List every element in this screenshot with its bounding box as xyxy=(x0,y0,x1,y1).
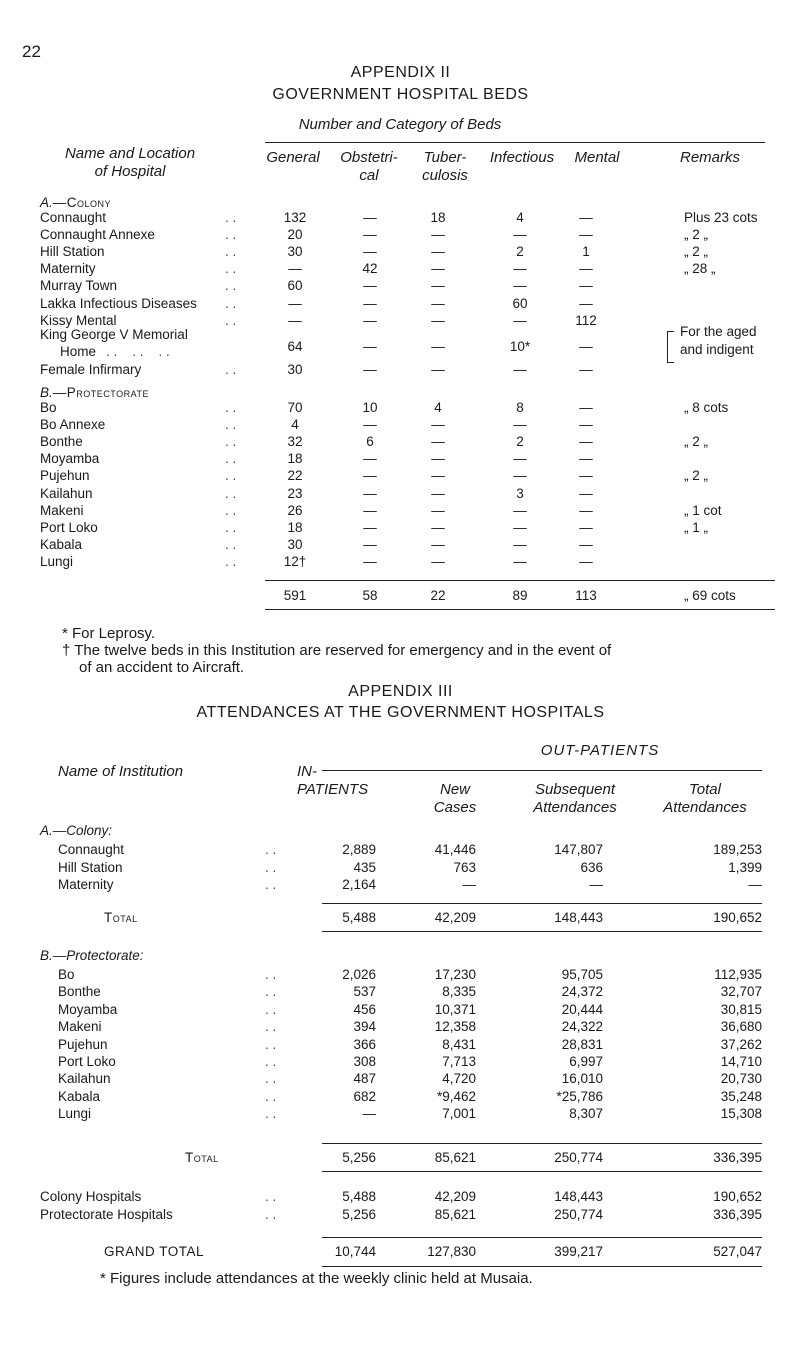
bed-count-inf: — xyxy=(513,362,527,377)
bed-count-mental: — xyxy=(579,468,593,484)
bed-count-tub: 18 xyxy=(430,210,446,225)
colony-total-new: 42,209 xyxy=(434,910,476,925)
attendance-total: 14,710 xyxy=(720,1054,762,1069)
institution-name: Connaught xyxy=(58,842,125,857)
beds-group-header: Number and Category of Beds xyxy=(298,116,502,133)
bed-count-inf: — xyxy=(513,451,527,467)
attendance-new: *9,462 xyxy=(436,1088,476,1104)
attendance-total: 112,935 xyxy=(714,967,762,982)
remarks-cell: Plus 23 cots xyxy=(684,210,758,225)
col-total-l1: Total xyxy=(689,781,721,798)
kg-name-line2: Home xyxy=(60,344,97,359)
attendance-in: 394 xyxy=(353,1019,376,1035)
hospital-name: Kabala xyxy=(40,536,83,552)
bed-count-general: 4 xyxy=(291,417,299,433)
bed-count-tub: 4 xyxy=(434,400,442,415)
remarks-brace-left xyxy=(667,331,674,363)
remarks-cell: „ 28 „ xyxy=(684,261,716,277)
institution-name: Maternity xyxy=(58,877,114,892)
attendance-total: 35,248 xyxy=(720,1088,762,1104)
col-tuberculosis-l1: Tuber- xyxy=(423,149,467,166)
bed-count-inf: — xyxy=(513,468,527,484)
bed-count-tub: — xyxy=(431,261,445,277)
bed-count-mental: — xyxy=(579,278,593,294)
attendance-in: 682 xyxy=(353,1088,376,1104)
leader-dots: . . xyxy=(225,278,237,294)
leader-dots: . . xyxy=(265,1036,277,1052)
bed-count-obst: — xyxy=(363,502,377,518)
total-beds-general: 591 xyxy=(283,588,307,603)
bed-count-inf: — xyxy=(513,502,527,518)
bed-count-inf: — xyxy=(513,261,527,277)
attendance-total: 189,253 xyxy=(713,842,762,857)
col-tuberculosis-l2: culosis xyxy=(422,167,468,184)
attendance-in: 2,889 xyxy=(342,842,376,857)
bed-count-tub: — xyxy=(431,362,445,377)
outpatients-header: OUT-PATIENTS xyxy=(540,742,660,759)
hospital-name: Port Loko xyxy=(40,519,98,535)
protectorate-total-total: 336,395 xyxy=(713,1150,762,1165)
bed-count-inf: — xyxy=(513,417,527,433)
institution-name: Kabala xyxy=(58,1088,101,1104)
bed-count-inf: — xyxy=(513,227,527,243)
col-institution: Name of Institution xyxy=(58,763,184,780)
grand-total-label: GRAND TOTAL xyxy=(104,1244,205,1259)
total-remarks: „ 69 cots xyxy=(684,588,736,603)
remarks-cell: „ 2 „ xyxy=(684,434,709,450)
remarks-cell: „ 1 cot xyxy=(684,502,722,518)
hospital-name: Pujehun xyxy=(40,468,90,484)
hospital-name: Makeni xyxy=(40,502,84,518)
leader-dots: . . xyxy=(265,877,277,892)
bed-count-obst: — xyxy=(363,362,377,377)
bed-count-tub: — xyxy=(431,451,445,467)
att-colony-total-rule-top xyxy=(322,903,762,904)
hospital-name: Connaught xyxy=(40,210,107,225)
grand-total-in: 10,744 xyxy=(334,1244,376,1259)
attendance-in: 5,488 xyxy=(342,1189,376,1204)
leader-dots: . . xyxy=(225,468,237,484)
bed-count-tub: — xyxy=(431,519,445,535)
attendance-sub: 16,010 xyxy=(561,1071,603,1087)
bed-count-tub: — xyxy=(431,536,445,552)
leader-dots: . . xyxy=(265,1088,277,1104)
bed-count-obst: — xyxy=(363,312,377,328)
leader-dots: . . xyxy=(225,502,237,518)
bed-count-mental: — xyxy=(579,210,593,225)
bed-count-mental: — xyxy=(579,553,593,569)
leader-dots: . . xyxy=(225,553,237,569)
bed-count-general: 132 xyxy=(283,210,307,225)
leader-dots: . . xyxy=(265,1019,277,1035)
bed-count-mental: — xyxy=(579,227,593,243)
leader-dots: . . xyxy=(265,1206,277,1222)
bed-count-tub: — xyxy=(431,468,445,484)
bed-count-general: 26 xyxy=(287,502,303,518)
bed-count-tub: — xyxy=(431,278,445,294)
remarks-aged-line2: and indigent xyxy=(680,342,754,357)
attendance-new: 8,335 xyxy=(442,984,476,1000)
beds-total-rule-bottom xyxy=(265,609,775,610)
bed-count-obst: — xyxy=(363,210,377,225)
attendance-sub: 250,774 xyxy=(554,1206,603,1222)
attendance-total: 15,308 xyxy=(720,1106,762,1122)
col-inpatients-l1: IN- xyxy=(297,763,317,780)
att-prot-total-rule-bottom xyxy=(322,1171,762,1172)
leader-dots: . . xyxy=(265,1054,277,1069)
attendance-new: 4,720 xyxy=(442,1071,476,1087)
bed-count-tub: — xyxy=(431,244,445,260)
leader-dots: . . xyxy=(225,312,237,328)
bed-count-obst: — xyxy=(363,227,377,243)
protectorate-total-sub: 250,774 xyxy=(554,1150,603,1165)
institution-name: Pujehun xyxy=(58,1036,108,1052)
bed-count-obst: — xyxy=(363,485,377,501)
col-name-location-l2: of Hospital xyxy=(94,163,166,180)
bed-count-tub: — xyxy=(431,227,445,243)
hospital-name: Bonthe xyxy=(40,434,83,450)
attendance-new: 41,446 xyxy=(434,842,476,857)
hospital-name: Lakka Infectious Diseases xyxy=(40,295,197,311)
att-prot-total-rule-top xyxy=(322,1143,762,1144)
attendance-in: 487 xyxy=(353,1071,376,1087)
protectorate-total-label: Total xyxy=(185,1150,219,1165)
bed-count-tub: — xyxy=(431,312,445,328)
bed-count-inf: 2 xyxy=(516,244,524,260)
col-new-l2: Cases xyxy=(433,799,477,816)
institution-name: Hill Station xyxy=(58,859,123,875)
col-subsequent-l1: Subsequent xyxy=(534,781,616,798)
bed-count-mental: 1 xyxy=(582,244,590,260)
attendance-new: 7,713 xyxy=(442,1054,476,1069)
attendance-in: 537 xyxy=(353,984,376,1000)
leader-dots: . . xyxy=(225,295,237,311)
attendance-in: 2,026 xyxy=(342,967,376,982)
bed-count-mental: — xyxy=(579,519,593,535)
beds-total-rule-top xyxy=(265,580,775,581)
bed-count-general: 30 xyxy=(287,536,303,552)
bed-count-mental: — xyxy=(579,417,593,433)
leader-dots: . . xyxy=(265,1106,277,1122)
attendance-sub: 6,997 xyxy=(569,1054,603,1069)
attendance-new: 7,001 xyxy=(442,1106,476,1122)
bed-count-general: 18 xyxy=(287,519,303,535)
attendance-in: 435 xyxy=(353,859,376,875)
col-remarks: Remarks xyxy=(679,149,740,166)
institution-name: Port Loko xyxy=(58,1054,116,1069)
bed-count-obst: — xyxy=(363,536,377,552)
bed-count-obst: — xyxy=(363,417,377,433)
bed-count-tub: — xyxy=(431,295,445,311)
bed-count-tub: — xyxy=(431,434,445,450)
attendance-total: 36,680 xyxy=(720,1019,762,1035)
total-beds-obst: 58 xyxy=(362,588,378,603)
attendance-new: 12,358 xyxy=(434,1019,476,1035)
hospital-name: Connaught Annexe xyxy=(40,227,155,243)
attendance-sub: 24,372 xyxy=(561,984,603,1000)
colony-total-in: 5,488 xyxy=(342,910,376,925)
bed-count-general: 64 xyxy=(287,338,303,354)
remarks-cell: „ 2 „ xyxy=(684,468,709,484)
bed-count-obst: 6 xyxy=(366,434,374,450)
leader-dots: . . xyxy=(265,984,277,1000)
leader-dots: . . xyxy=(225,400,237,415)
remarks-cell: „ 1 „ xyxy=(684,519,709,535)
total-beds-inf: 89 xyxy=(512,588,528,603)
hospital-name: Moyamba xyxy=(40,451,100,467)
kg-name-line1: King George V Memorial xyxy=(40,327,188,342)
leader-dots: . . xyxy=(225,210,237,225)
grand-total-new: 127,830 xyxy=(427,1244,476,1259)
bed-count-general: 12† xyxy=(283,553,307,569)
grand-total-sub: 399,217 xyxy=(554,1244,603,1259)
bed-count-obst: 42 xyxy=(362,261,378,277)
hospital-name: Lungi xyxy=(40,553,74,569)
bed-count-general: 60 xyxy=(287,278,303,294)
attendance-total: — xyxy=(748,877,762,892)
hospital-name: Bo Annexe xyxy=(40,417,106,433)
col-mental: Mental xyxy=(574,149,620,166)
col-new-l1: New xyxy=(439,781,470,798)
col-obstetrical-l2: cal xyxy=(359,167,379,184)
attendance-sub: — xyxy=(589,877,603,892)
attendance-new: 763 xyxy=(453,859,476,875)
bed-count-obst: — xyxy=(363,553,377,569)
institution-name: Moyamba xyxy=(58,1001,118,1017)
leader-dots: . . xyxy=(225,451,237,467)
leader-dots: . . xyxy=(225,434,237,450)
col-obstetrical-l1: Obstetri- xyxy=(340,149,398,166)
bed-count-mental: — xyxy=(579,485,593,501)
attendance-new: 8,431 xyxy=(442,1036,476,1052)
att-section-protectorate: B.—Protectorate: xyxy=(40,948,144,963)
bed-count-inf: 60 xyxy=(512,295,528,311)
attendance-in: 456 xyxy=(353,1001,376,1017)
remarks-cell: „ 2 „ xyxy=(684,227,709,243)
bed-count-obst: — xyxy=(363,451,377,467)
grand-total-rule-top xyxy=(322,1237,762,1238)
leader-dots: . . xyxy=(225,261,237,277)
attendance-in: 366 xyxy=(353,1036,376,1052)
hospital-name: Bo xyxy=(40,400,57,415)
leader-dots: . . xyxy=(225,362,237,377)
col-general: General xyxy=(266,149,320,166)
institution-name: Bonthe xyxy=(58,984,101,1000)
bed-count-mental: — xyxy=(579,362,593,377)
attendance-total: 32,707 xyxy=(720,984,762,1000)
bed-count-tub: — xyxy=(431,338,445,354)
attendance-new: 85,621 xyxy=(434,1206,476,1222)
attendance-sub: 636 xyxy=(580,859,603,875)
attendance-in: — xyxy=(362,1106,376,1122)
bed-count-general: 20 xyxy=(287,227,303,243)
attendance-sub: 28,831 xyxy=(561,1036,603,1052)
bed-count-mental: — xyxy=(579,261,593,277)
bed-count-mental: — xyxy=(579,295,593,311)
hospital-name: Female Infirmary xyxy=(40,362,142,377)
hospital-name: Kailahun xyxy=(40,485,93,501)
bed-count-general: 30 xyxy=(287,362,303,377)
bed-count-mental: 112 xyxy=(575,312,597,328)
bed-count-mental: — xyxy=(579,400,593,415)
col-name-location-l1: Name and Location xyxy=(64,145,196,162)
bed-count-general: — xyxy=(288,295,302,311)
footnote-leprosy: * For Leprosy. xyxy=(62,625,156,642)
bed-count-inf: — xyxy=(513,553,527,569)
outpatients-rule xyxy=(322,770,762,771)
attendance-sub: 24,322 xyxy=(561,1019,603,1035)
leader-dots: . . xyxy=(225,536,237,552)
bed-count-obst: — xyxy=(363,278,377,294)
attendance-sub: 148,443 xyxy=(554,1189,603,1204)
colony-total-total: 190,652 xyxy=(713,910,762,925)
attendance-total: 336,395 xyxy=(713,1206,762,1222)
bed-count-obst: — xyxy=(363,295,377,311)
attendance-new: 10,371 xyxy=(434,1001,476,1017)
attendance-total: 37,262 xyxy=(720,1036,762,1052)
institution-name: Kailahun xyxy=(58,1071,111,1087)
col-subsequent-l2: Attendances xyxy=(533,799,617,816)
attendance-total: 190,652 xyxy=(713,1189,762,1204)
institution-name: Protectorate Hospitals xyxy=(40,1206,173,1222)
remarks-cell: „ 8 cots xyxy=(684,400,729,415)
bed-count-general: 30 xyxy=(287,244,303,260)
attendance-total: 30,815 xyxy=(720,1001,762,1017)
bed-count-tub: — xyxy=(431,553,445,569)
attendance-sub: 20,444 xyxy=(561,1001,603,1017)
grand-total-total: 527,047 xyxy=(713,1244,762,1259)
appendix2-subtitle: GOVERNMENT HOSPITAL BEDS xyxy=(272,86,529,103)
attendance-in: 5,256 xyxy=(342,1206,376,1222)
bed-count-inf: 3 xyxy=(516,485,524,501)
bed-count-general: 23 xyxy=(287,485,303,501)
hospital-name: Maternity xyxy=(40,261,96,277)
att-section-colony: A.—Colony: xyxy=(40,823,113,838)
remarks-cell: „ 2 „ xyxy=(684,244,709,260)
col-total-l2: Attendances xyxy=(663,799,747,816)
bed-count-general: — xyxy=(288,261,302,277)
bed-count-mental: — xyxy=(579,502,593,518)
total-beds-mental: 113 xyxy=(575,588,597,603)
att-colony-total-rule-bottom xyxy=(322,931,762,932)
attendance-sub: 147,807 xyxy=(554,842,603,857)
leader-dots: . . xyxy=(265,967,277,982)
page-number: 22 xyxy=(22,42,41,61)
total-beds-tub: 22 xyxy=(430,588,446,603)
bed-count-inf: — xyxy=(513,312,527,328)
institution-name: Lungi xyxy=(58,1106,92,1122)
grand-total-rule-bottom xyxy=(322,1266,762,1267)
bed-count-inf: 10* xyxy=(509,338,531,354)
attendance-sub: 8,307 xyxy=(569,1106,603,1122)
leader-dots: . . xyxy=(265,1189,277,1204)
col-infectious: Infectious xyxy=(489,149,555,166)
leader-dots: . . xyxy=(225,417,237,433)
colony-total-label: Total xyxy=(104,910,138,925)
bed-count-general: 22 xyxy=(287,468,303,484)
bed-count-mental: — xyxy=(579,434,593,450)
bed-count-inf: — xyxy=(513,278,527,294)
attendance-total: 1,399 xyxy=(728,859,762,875)
leader-dots: . . xyxy=(265,1071,277,1087)
leader-dots: . . xyxy=(225,227,237,243)
institution-name: Makeni xyxy=(58,1019,102,1035)
attendance-new: 17,230 xyxy=(434,967,476,982)
bed-count-mental: — xyxy=(579,536,593,552)
bed-count-mental: — xyxy=(579,338,593,354)
attendance-sub: 95,705 xyxy=(561,967,603,982)
bed-count-obst: — xyxy=(363,519,377,535)
protectorate-total-in: 5,256 xyxy=(342,1150,376,1165)
bed-count-inf: — xyxy=(513,536,527,552)
section-protectorate-label: B.—Protectorate xyxy=(40,385,149,400)
colony-total-sub: 148,443 xyxy=(554,910,603,925)
footnote-lungi-l1: † The twelve beds in this Institution are reserved for emergency and in the event of xyxy=(62,642,612,659)
leader-dots: . . xyxy=(225,244,237,260)
bed-count-obst: — xyxy=(363,244,377,260)
hospital-name: Murray Town xyxy=(40,278,118,294)
leader-dots: . . xyxy=(265,1001,277,1017)
appendix3-title: APPENDIX III xyxy=(348,683,453,700)
bed-count-obst: 10 xyxy=(362,400,378,415)
beds-header-rule xyxy=(265,142,765,143)
bed-count-obst: — xyxy=(363,468,377,484)
bed-count-general: 18 xyxy=(287,451,303,467)
bed-count-general: — xyxy=(288,312,302,328)
footnote-lungi-l2: of an accident to Aircraft. xyxy=(79,659,245,676)
kg-dots: . . . . . . xyxy=(106,344,170,359)
att-footnote: * Figures include attendances at the weekly clinic held at Musaia. xyxy=(100,1270,533,1287)
appendix3-subtitle: ATTENDANCES AT THE GOVERNMENT HOSPITALS xyxy=(196,704,605,721)
leader-dots: . . xyxy=(225,519,237,535)
bed-count-inf: — xyxy=(513,519,527,535)
attendance-new: — xyxy=(462,877,476,892)
bed-count-mental: — xyxy=(579,451,593,467)
attendance-new: 42,209 xyxy=(434,1189,476,1204)
protectorate-total-new: 85,621 xyxy=(434,1150,476,1165)
attendance-in: 2,164 xyxy=(342,877,376,892)
bed-count-inf: 8 xyxy=(516,400,524,415)
leader-dots: . . xyxy=(225,485,237,501)
leader-dots: . . xyxy=(265,842,277,857)
col-inpatients-l2: PATIENTS xyxy=(297,781,369,798)
appendix2-title: APPENDIX II xyxy=(350,64,451,81)
attendance-sub: *25,786 xyxy=(556,1088,603,1104)
hospital-name: Kissy Mental xyxy=(40,312,117,328)
remarks-aged-line1: For the aged xyxy=(680,324,757,339)
attendance-total: 20,730 xyxy=(720,1071,762,1087)
attendance-in: 308 xyxy=(353,1054,376,1069)
hospital-name: Hill Station xyxy=(40,244,105,260)
bed-count-inf: 4 xyxy=(516,210,524,225)
bed-count-general: 70 xyxy=(287,400,303,415)
bed-count-tub: — xyxy=(431,485,445,501)
bed-count-tub: — xyxy=(431,417,445,433)
section-colony-label: A.—Colony xyxy=(40,195,112,210)
bed-count-inf: 2 xyxy=(516,434,524,450)
institution-name: Colony Hospitals xyxy=(40,1189,142,1204)
bed-count-tub: — xyxy=(431,502,445,518)
leader-dots: . . xyxy=(265,859,277,875)
institution-name: Bo xyxy=(58,967,75,982)
bed-count-general: 32 xyxy=(287,434,303,450)
bed-count-obst: — xyxy=(363,338,377,354)
